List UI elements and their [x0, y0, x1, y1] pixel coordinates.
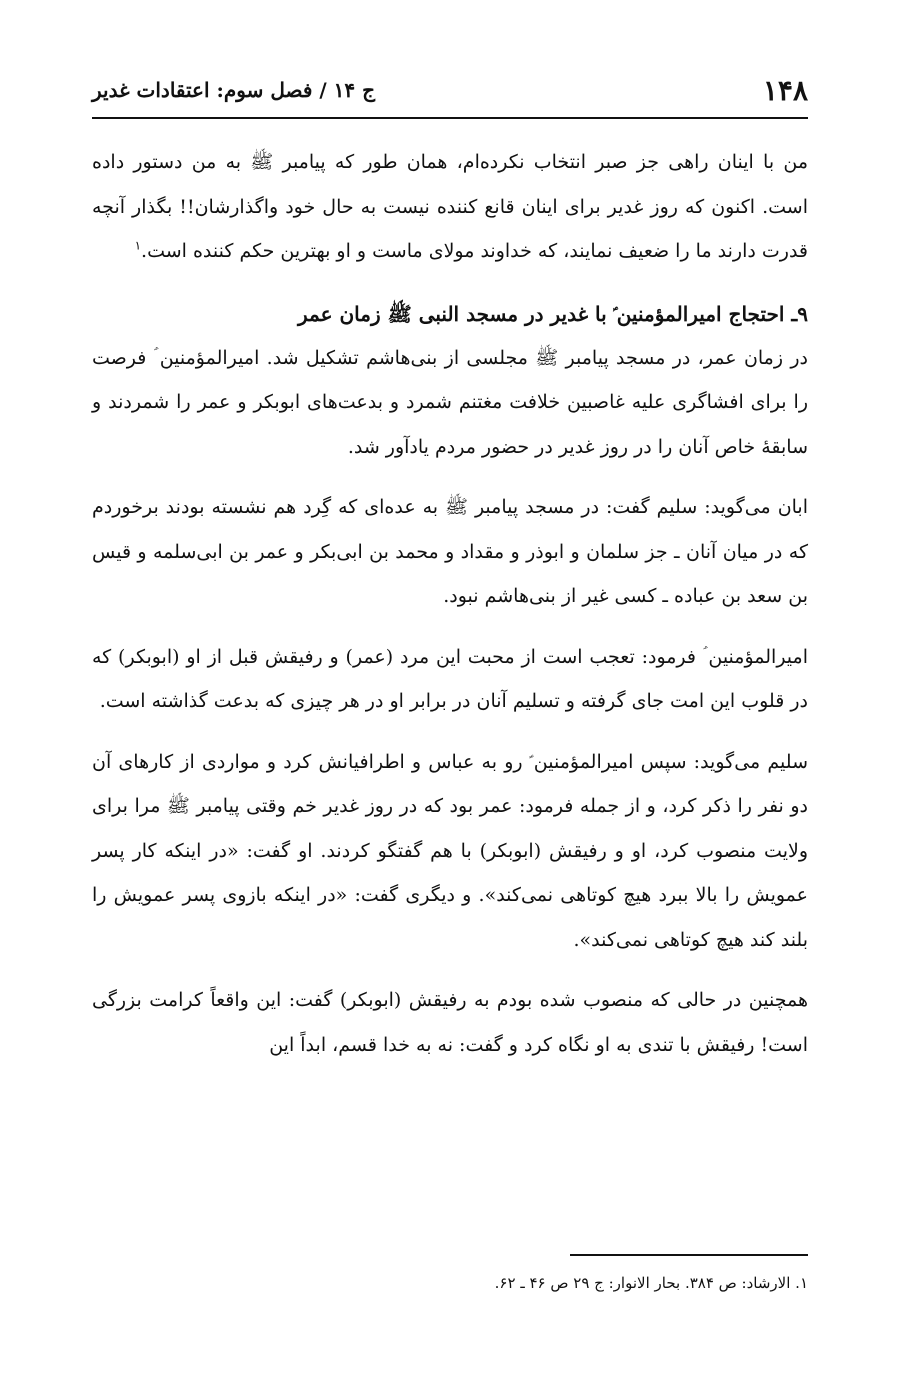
header-rule	[92, 117, 808, 119]
body-text	[92, 140, 808, 1067]
running-title: ج ۱۴ / فصل سوم: اعتقادات غدیر	[92, 78, 375, 102]
footnote: ۱. الارشاد: ص ۳۸۴. بحار الانوار: ج ۲۹ ص ۴۶ ـ ۶۲.	[494, 1274, 808, 1292]
footnote-marker: ۱	[134, 238, 142, 253]
page-number: ۱۴۸	[762, 73, 808, 107]
paragraph-2: در زمان عمر، در مسجد پیامبر ﷺ مجلسی از بنی‌هاشم تشکیل شد. امیرالمؤمنین ؑ فرصت را برای افشاگری علیه غاصبین خلافت مغتنم شمرد و بدعت‌های ابوبکر و عمر را شمردند و سابقهٔ خاص آنان را در روز غدیر در حضور مردم یادآور شد.	[92, 346, 808, 458]
paragraph-1	[92, 140, 808, 274]
paragraph-3: ابان می‌گوید: سلیم گفت: در مسجد پیامبر ﷺ به عده‌ای که گِرد هم نشسته بودند برخوردم که در میان آنان ـ جز سلمان و ابوذر و مقداد و محمد بن ابی‌بکر و عمر بن ابی‌سلمه و قیس بن سعد بن عباده ـ کسی غیر از بنی‌هاشم نبود.	[92, 496, 808, 607]
paragraph-4: امیرالمؤمنین ؑ فرمود: تعجب است از محبت این مرد (عمر) و رفیقش قبل از او (ابوبکر) که در قلوب این امت جای گرفته و تسلیم آنان در برابر او در هر چیزی که بدعت گذاشته است.	[92, 645, 808, 712]
paragraph-5: سلیم می‌گوید: سپس امیرالمؤمنین ؑ رو به عباس و اطرافیانش کرد و مواردی از کارهای آن دو نفر را ذکر کرد، و از جمله فرمود: عمر بود که در روز غدیر خم وقتی پیامبر ﷺ مرا برای ولایت منصوب کرد، او و رفیقش (ابوبکر) با هم گفتگو کردند. او گفت: «در اینکه کار پسر عمویش را بالا ببرد هیچ کوتاهی نمی‌کند». و دیگری گفت: «در اینکه بازوی پسر عمویش را بلند کند هیچ کوتاهی نمی‌کند».	[92, 750, 808, 951]
paragraph-6: همچنین در حالی که منصوب شده بودم به رفیقش (ابوبکر) گفت: این واقعاً کرامت بزرگی است! رفیقش با تندی به او نگاه کرد و گفت: نه به خدا قسم، ابداً این	[92, 989, 808, 1056]
footnote-rule	[570, 1254, 808, 1256]
running-header	[92, 60, 808, 120]
section-heading: ۹ـ احتجاج امیرالمؤمنین ؑ با غدیر در مسجد النبی ﷺ زمان عمر	[297, 301, 808, 326]
paragraph-1-text: من با اینان راهی جز صبر انتخاب نکرده‌ام، همان طور که پیامبر ﷺ به من دستور داده است. اکنون که روز غدیر برای اینان قانع کننده نیست به حال خود واگذارشان!! بگذار آنچه قدرت دارند ما را ضعیف نمایند، که خداوند مولای ماست و او بهترین حکم کننده است.	[92, 151, 808, 262]
